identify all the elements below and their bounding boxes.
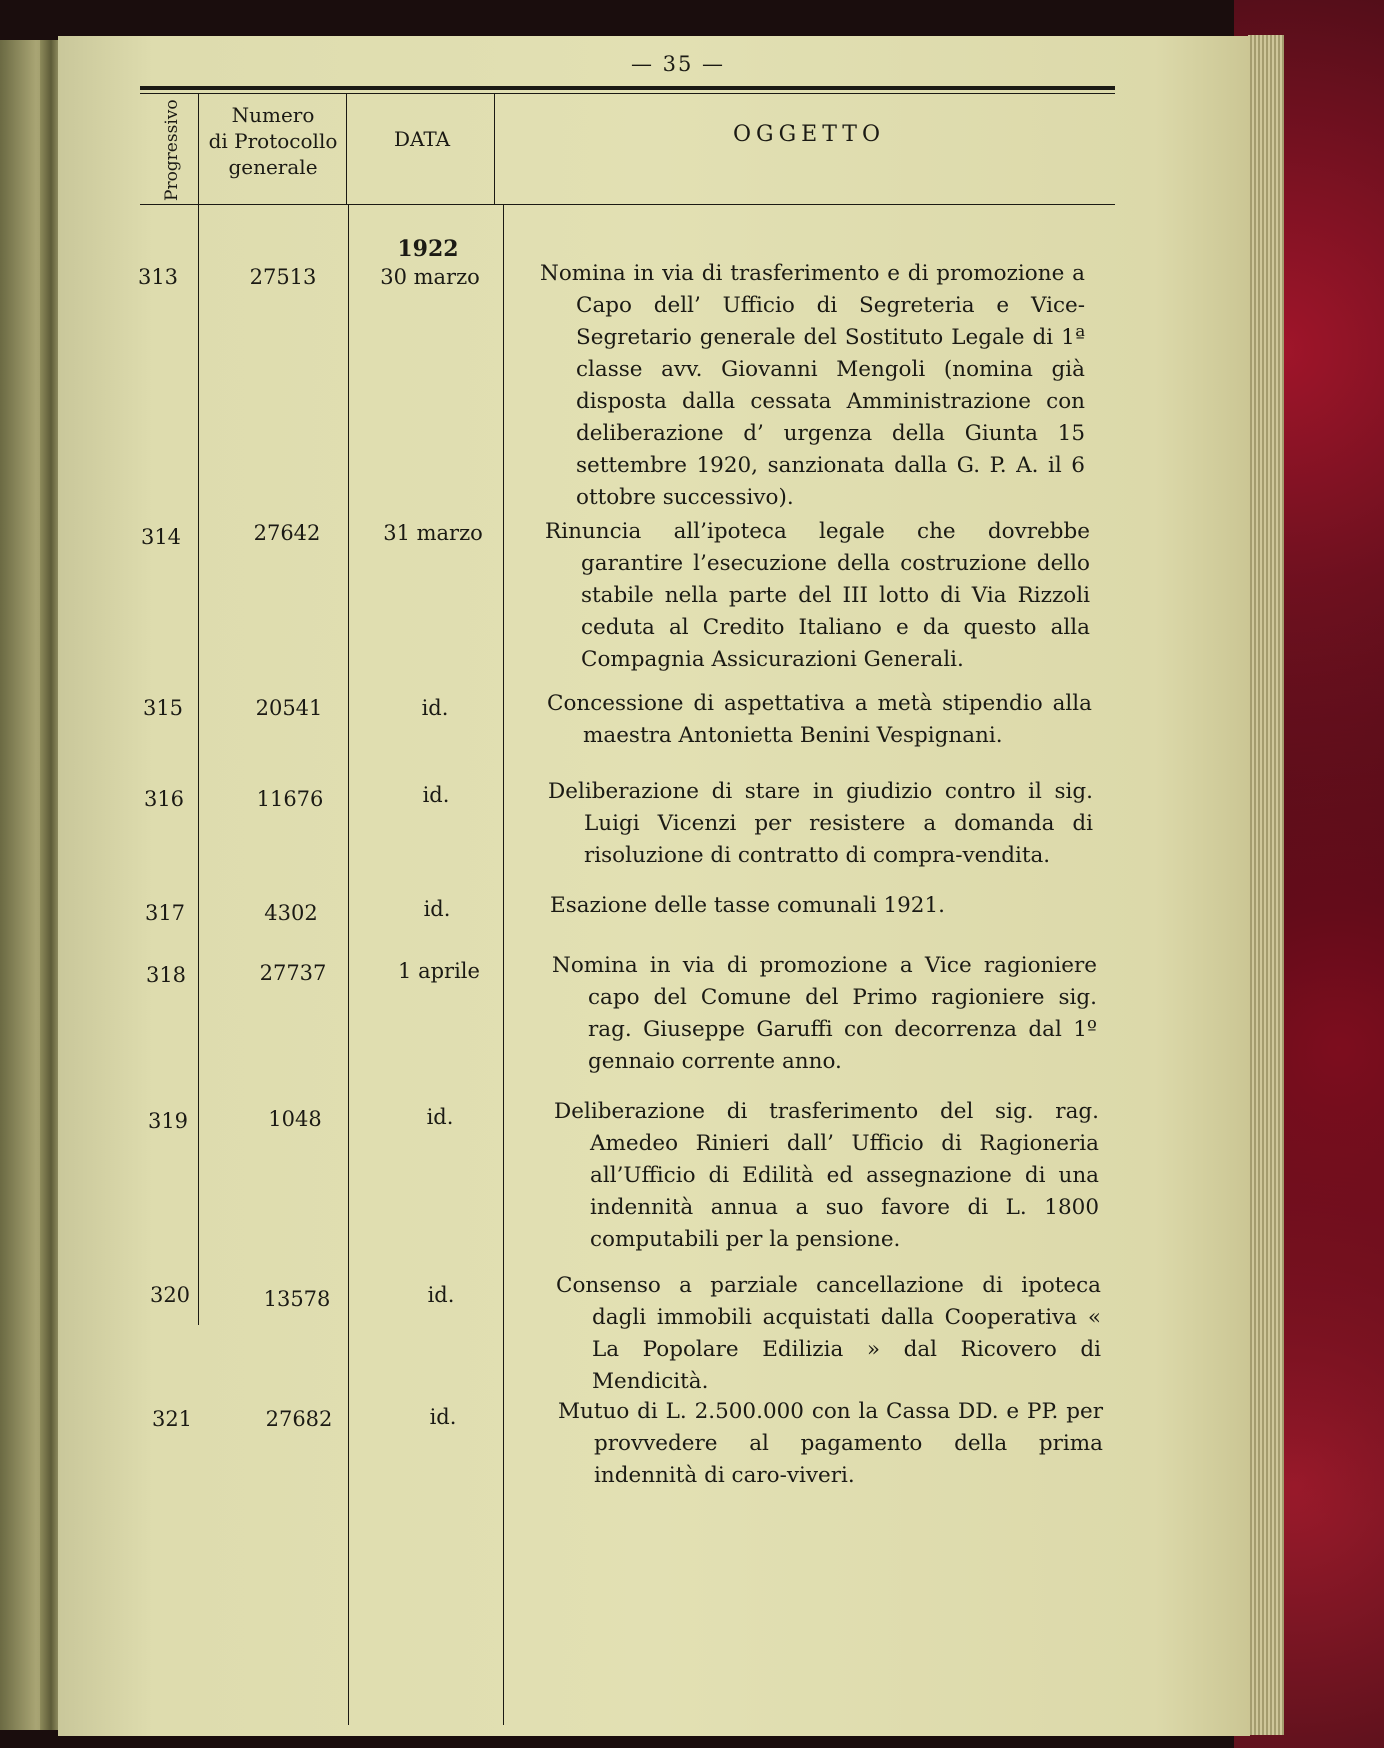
top-rule — [140, 86, 1115, 90]
row-313-oggetto: Nomina in via di trasferimento e di promozione a Capo dell’ Ufficio di Segreteria e Vice-Segretario generale del Sostituto Legale di 1ª classe avv. Giovanni Mengoli (nomina già disposta dalla cessata Amministrazione con deliberazione d’ urgenza della Giunta 15 settembre 1920, sanzionata dalla G. P. A. il 6 ottobre successivo). — [540, 261, 1085, 510]
row-318-progressivo: 318 — [145, 963, 187, 987]
header-numero-line: di Protocollo — [208, 129, 338, 153]
header-rule — [140, 93, 1115, 94]
row-319-protocollo: 1048 — [268, 1107, 322, 1131]
header-oggetto: OGGETTO — [732, 122, 886, 147]
header-bottom-rule — [140, 204, 1115, 205]
header-numero-line: generale — [228, 155, 318, 179]
row-319-oggetto: Deliberazione di trasferimento del sig. rag. Amedeo Rinieri dall’ Ufficio di Ragioneria all’Ufficio di Edilità ed assegnazione di una indennità annua a suo favore di L. 1800 computabili per la pensione. — [554, 1099, 1099, 1252]
header-numero-protocollo — [198, 102, 348, 180]
row-318-oggetto: Nomina in via di promozione a Vice ragioniere capo del Comune del Primo ragioniere sig. rag. Giuseppe Garuffi con decorrenza dal 1º gennaio corrente anno. — [552, 953, 1097, 1074]
row-319-progressivo: 319 — [147, 1109, 189, 1133]
row-315-oggetto: Concessione di aspettativa a metà stipendio alla maestra Antonietta Benini Vespignani. — [547, 691, 1092, 748]
row-317-data: id. — [423, 897, 451, 921]
row-317-protocollo: 4302 — [264, 901, 318, 925]
row-313-protocollo: 27513 — [249, 265, 317, 289]
header-numero-line: Numero — [231, 103, 315, 127]
row-315-protocollo: 20541 — [255, 696, 323, 720]
page-edges — [1248, 35, 1284, 1735]
column-divider — [198, 205, 199, 1325]
header-data: DATA — [393, 127, 451, 151]
row-316-protocollo: 11676 — [256, 787, 324, 811]
row-313-data: 30 marzo — [380, 265, 480, 289]
row-320-oggetto: Consenso a parziale cancellazione di ipoteca dagli immobili acquistati dalla Cooperativa « La Popolare Edilizia » dal Ricovero di Mendicità. — [556, 1273, 1101, 1394]
row-317-progressivo: 317 — [144, 901, 186, 925]
row-317-oggetto: Esazione delle tasse comunali 1921. — [550, 893, 945, 918]
row-321-data: id. — [429, 1405, 457, 1429]
row-320-progressivo: 320 — [149, 1283, 191, 1307]
row-320-protocollo: 13578 — [263, 1287, 331, 1311]
document-page — [58, 36, 1250, 1736]
row-316-progressivo: 316 — [143, 787, 185, 811]
row-314-data: 31 marzo — [383, 521, 483, 545]
row-314-protocollo: 27642 — [253, 521, 321, 545]
row-314-oggetto: Rinuncia all’ipoteca legale che dovrebbe garantire l’esecuzione della costruzione dello stabile nella parte del III lotto di Via Rizzoli ceduta al Credito Italiano e da questo alla Compagnia Assicurazioni Generali. — [545, 519, 1090, 672]
row-321-progressivo: 321 — [151, 1407, 193, 1431]
row-319-data: id. — [426, 1105, 454, 1129]
year-label: 1922 — [397, 236, 459, 262]
row-315-data: id. — [421, 696, 449, 720]
row-321-oggetto: Mutuo di L. 2.500.000 con la Cassa DD. e PP. per provvedere al pagamento della prima indennità di caro-viveri. — [558, 1399, 1103, 1488]
row-318-data: 1 aprile — [398, 959, 480, 983]
row-321-protocollo: 27682 — [265, 1407, 333, 1431]
row-316-oggetto: Deliberazione di stare in giudizio contro il sig. Luigi Vicenzi per resistere a domanda di risoluzione di contratto di compra-vendita. — [548, 779, 1093, 868]
row-316-data: id. — [422, 783, 450, 807]
row-315-progressivo: 315 — [142, 696, 184, 720]
page-number: — 35 — — [630, 52, 726, 76]
row-320-data: id. — [427, 1283, 455, 1307]
row-313-progressivo: 313 — [137, 265, 179, 289]
row-318-protocollo: 27737 — [259, 961, 327, 985]
header-progressivo: Progressivo — [162, 99, 182, 201]
row-314-progressivo: 314 — [140, 525, 182, 549]
